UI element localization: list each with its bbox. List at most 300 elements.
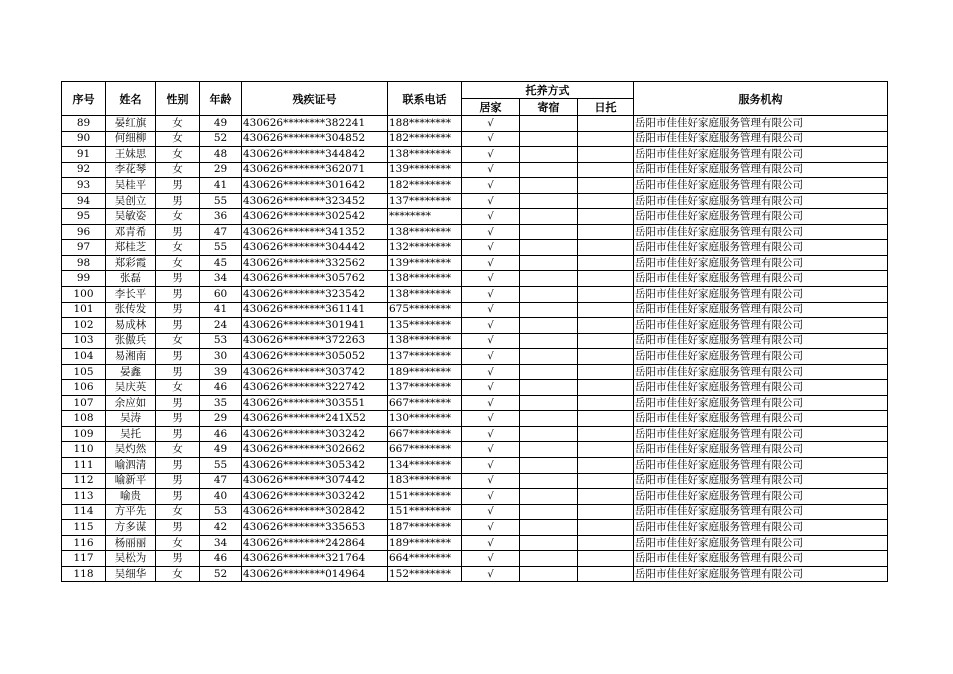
cell-seq: 107 — [62, 395, 106, 411]
cell-seq: 99 — [62, 271, 106, 287]
cell-gender: 女 — [156, 209, 200, 225]
cell-seq: 95 — [62, 209, 106, 225]
cell-org: 岳阳市佳佳好家庭服务管理有限公司 — [634, 504, 888, 520]
cell-boarding — [520, 520, 578, 536]
cell-gender: 女 — [156, 240, 200, 256]
cell-org: 岳阳市佳佳好家庭服务管理有限公司 — [634, 442, 888, 458]
care-roster-table — [61, 81, 888, 582]
cell-seq: 111 — [62, 458, 106, 474]
cell-org: 岳阳市佳佳好家庭服务管理有限公司 — [634, 271, 888, 287]
cell-cert: 430626********304442 — [242, 240, 388, 256]
cell-seq: 89 — [62, 116, 106, 132]
cell-gender: 男 — [156, 302, 200, 318]
cell-boarding — [520, 209, 578, 225]
cell-boarding — [520, 395, 578, 411]
table-header — [62, 82, 888, 116]
cell-home-check: √ — [462, 489, 520, 505]
cell-gender: 男 — [156, 551, 200, 567]
cell-day — [578, 318, 634, 334]
cell-age: 46 — [200, 380, 242, 396]
cell-age: 45 — [200, 255, 242, 271]
cell-org: 岳阳市佳佳好家庭服务管理有限公司 — [634, 255, 888, 271]
header-name: 姓名 — [106, 82, 156, 116]
cell-home-check: √ — [462, 271, 520, 287]
cell-cert: 430626********341352 — [242, 224, 388, 240]
cell-seq: 98 — [62, 255, 106, 271]
cell-seq: 109 — [62, 426, 106, 442]
cell-phone: 667******** — [388, 426, 462, 442]
header-org: 服务机构 — [634, 82, 888, 116]
cell-gender: 男 — [156, 520, 200, 536]
cell-gender: 女 — [156, 380, 200, 396]
cell-org: 岳阳市佳佳好家庭服务管理有限公司 — [634, 240, 888, 256]
cell-age: 40 — [200, 489, 242, 505]
cell-org: 岳阳市佳佳好家庭服务管理有限公司 — [634, 178, 888, 194]
cell-name: 张传发 — [106, 302, 156, 318]
cell-org: 岳阳市佳佳好家庭服务管理有限公司 — [634, 162, 888, 178]
cell-cert: 430626********303551 — [242, 395, 388, 411]
cell-cert: 430626********372263 — [242, 333, 388, 349]
cell-seq: 110 — [62, 442, 106, 458]
cell-home-check: √ — [462, 535, 520, 551]
cell-day — [578, 551, 634, 567]
table-row — [62, 318, 888, 334]
cell-day — [578, 271, 634, 287]
cell-gender: 女 — [156, 566, 200, 582]
table-row — [62, 520, 888, 536]
cell-name: 邓青希 — [106, 224, 156, 240]
cell-name: 吴庆英 — [106, 380, 156, 396]
cell-boarding — [520, 380, 578, 396]
cell-age: 36 — [200, 209, 242, 225]
cell-cert: 430626********014964 — [242, 566, 388, 582]
cell-cert: 430626********322742 — [242, 380, 388, 396]
cell-seq: 112 — [62, 473, 106, 489]
cell-gender: 女 — [156, 131, 200, 147]
cell-gender: 女 — [156, 162, 200, 178]
cell-phone: 137******** — [388, 193, 462, 209]
cell-day — [578, 162, 634, 178]
cell-boarding — [520, 318, 578, 334]
cell-phone: 151******** — [388, 504, 462, 520]
cell-age: 55 — [200, 458, 242, 474]
cell-name: 杨丽丽 — [106, 535, 156, 551]
cell-day — [578, 442, 634, 458]
cell-seq: 104 — [62, 349, 106, 365]
cell-cert: 430626********303742 — [242, 364, 388, 380]
cell-boarding — [520, 551, 578, 567]
cell-org: 岳阳市佳佳好家庭服务管理有限公司 — [634, 209, 888, 225]
cell-home-check: √ — [462, 116, 520, 132]
cell-phone: 137******** — [388, 380, 462, 396]
cell-home-check: √ — [462, 302, 520, 318]
cell-gender: 男 — [156, 271, 200, 287]
cell-phone: 152******** — [388, 566, 462, 582]
cell-age: 49 — [200, 116, 242, 132]
cell-boarding — [520, 162, 578, 178]
table-row — [62, 380, 888, 396]
header-cert: 残疾证号 — [242, 82, 388, 116]
cell-gender: 男 — [156, 224, 200, 240]
cell-phone: 187******** — [388, 520, 462, 536]
cell-gender: 男 — [156, 489, 200, 505]
cell-name: 易湘南 — [106, 349, 156, 365]
cell-name: 张磊 — [106, 271, 156, 287]
cell-seq: 103 — [62, 333, 106, 349]
cell-seq: 97 — [62, 240, 106, 256]
cell-gender: 女 — [156, 116, 200, 132]
cell-boarding — [520, 535, 578, 551]
table-row — [62, 473, 888, 489]
cell-gender: 男 — [156, 395, 200, 411]
cell-home-check: √ — [462, 380, 520, 396]
cell-phone: 135******** — [388, 318, 462, 334]
cell-phone: 189******** — [388, 364, 462, 380]
cell-age: 41 — [200, 302, 242, 318]
cell-home-check: √ — [462, 287, 520, 303]
cell-gender: 男 — [156, 364, 200, 380]
cell-home-check: √ — [462, 147, 520, 163]
cell-gender: 男 — [156, 318, 200, 334]
cell-org: 岳阳市佳佳好家庭服务管理有限公司 — [634, 131, 888, 147]
cell-org: 岳阳市佳佳好家庭服务管理有限公司 — [634, 380, 888, 396]
cell-org: 岳阳市佳佳好家庭服务管理有限公司 — [634, 395, 888, 411]
cell-phone: 183******** — [388, 473, 462, 489]
cell-org: 岳阳市佳佳好家庭服务管理有限公司 — [634, 116, 888, 132]
cell-name: 方多谋 — [106, 520, 156, 536]
table-row — [62, 178, 888, 194]
cell-org: 岳阳市佳佳好家庭服务管理有限公司 — [634, 411, 888, 427]
cell-boarding — [520, 411, 578, 427]
cell-age: 52 — [200, 566, 242, 582]
cell-day — [578, 566, 634, 582]
cell-gender: 女 — [156, 535, 200, 551]
cell-boarding — [520, 116, 578, 132]
table-row — [62, 302, 888, 318]
cell-org: 岳阳市佳佳好家庭服务管理有限公司 — [634, 551, 888, 567]
cell-boarding — [520, 271, 578, 287]
cell-name: 晏鑫 — [106, 364, 156, 380]
table-row — [62, 551, 888, 567]
cell-cert: 430626********301941 — [242, 318, 388, 334]
table-row — [62, 116, 888, 132]
cell-boarding — [520, 504, 578, 520]
cell-age: 35 — [200, 395, 242, 411]
cell-phone: 130******** — [388, 411, 462, 427]
cell-name: 张傲兵 — [106, 333, 156, 349]
cell-age: 42 — [200, 520, 242, 536]
table-row — [62, 287, 888, 303]
header-boarding: 寄宿 — [520, 99, 578, 116]
table-row — [62, 209, 888, 225]
cell-boarding — [520, 566, 578, 582]
cell-org: 岳阳市佳佳好家庭服务管理有限公司 — [634, 458, 888, 474]
cell-phone: 132******** — [388, 240, 462, 256]
cell-day — [578, 333, 634, 349]
cell-name: 喻贵 — [106, 489, 156, 505]
cell-boarding — [520, 458, 578, 474]
cell-home-check: √ — [462, 209, 520, 225]
cell-home-check: √ — [462, 131, 520, 147]
cell-boarding — [520, 489, 578, 505]
cell-phone: 664******** — [388, 551, 462, 567]
cell-name: 吴创立 — [106, 193, 156, 209]
cell-seq: 117 — [62, 551, 106, 567]
cell-age: 24 — [200, 318, 242, 334]
table-body — [62, 116, 888, 582]
cell-gender: 男 — [156, 426, 200, 442]
cell-org: 岳阳市佳佳好家庭服务管理有限公司 — [634, 193, 888, 209]
cell-age: 29 — [200, 411, 242, 427]
cell-seq: 102 — [62, 318, 106, 334]
cell-cert: 430626********382241 — [242, 116, 388, 132]
cell-seq: 94 — [62, 193, 106, 209]
cell-home-check: √ — [462, 333, 520, 349]
cell-boarding — [520, 147, 578, 163]
cell-name: 吴涛 — [106, 411, 156, 427]
cell-age: 55 — [200, 193, 242, 209]
table-row — [62, 364, 888, 380]
table-row — [62, 349, 888, 365]
cell-day — [578, 380, 634, 396]
cell-home-check: √ — [462, 255, 520, 271]
cell-seq: 115 — [62, 520, 106, 536]
cell-day — [578, 193, 634, 209]
cell-age: 46 — [200, 551, 242, 567]
cell-org: 岳阳市佳佳好家庭服务管理有限公司 — [634, 520, 888, 536]
cell-name: 晏红旗 — [106, 116, 156, 132]
cell-name: 吴桂平 — [106, 178, 156, 194]
header-seq: 序号 — [62, 82, 106, 116]
cell-org: 岳阳市佳佳好家庭服务管理有限公司 — [634, 473, 888, 489]
cell-day — [578, 411, 634, 427]
cell-home-check: √ — [462, 224, 520, 240]
cell-seq: 113 — [62, 489, 106, 505]
cell-day — [578, 302, 634, 318]
cell-cert: 430626********301642 — [242, 178, 388, 194]
cell-phone: 151******** — [388, 489, 462, 505]
cell-org: 岳阳市佳佳好家庭服务管理有限公司 — [634, 535, 888, 551]
cell-gender: 女 — [156, 504, 200, 520]
header-care-mode: 托养方式 — [462, 82, 634, 99]
cell-org: 岳阳市佳佳好家庭服务管理有限公司 — [634, 333, 888, 349]
cell-cert: 430626********362071 — [242, 162, 388, 178]
cell-name: 吴敏姿 — [106, 209, 156, 225]
cell-org: 岳阳市佳佳好家庭服务管理有限公司 — [634, 349, 888, 365]
cell-boarding — [520, 287, 578, 303]
cell-cert: 430626********303242 — [242, 489, 388, 505]
cell-org: 岳阳市佳佳好家庭服务管理有限公司 — [634, 224, 888, 240]
cell-age: 47 — [200, 473, 242, 489]
cell-cert: 430626********323542 — [242, 287, 388, 303]
cell-seq: 90 — [62, 131, 106, 147]
cell-day — [578, 255, 634, 271]
cell-age: 60 — [200, 287, 242, 303]
cell-boarding — [520, 364, 578, 380]
table-row — [62, 162, 888, 178]
cell-home-check: √ — [462, 395, 520, 411]
cell-day — [578, 131, 634, 147]
cell-home-check: √ — [462, 442, 520, 458]
cell-boarding — [520, 442, 578, 458]
cell-cert: 430626********304852 — [242, 131, 388, 147]
table-row — [62, 131, 888, 147]
cell-boarding — [520, 426, 578, 442]
cell-gender: 女 — [156, 442, 200, 458]
cell-seq: 114 — [62, 504, 106, 520]
cell-name: 吴细华 — [106, 566, 156, 582]
cell-gender: 男 — [156, 458, 200, 474]
cell-age: 53 — [200, 504, 242, 520]
table-row — [62, 333, 888, 349]
cell-org: 岳阳市佳佳好家庭服务管理有限公司 — [634, 318, 888, 334]
header-gender: 性别 — [156, 82, 200, 116]
cell-home-check: √ — [462, 426, 520, 442]
cell-phone: 138******** — [388, 147, 462, 163]
cell-name: 方平先 — [106, 504, 156, 520]
cell-boarding — [520, 333, 578, 349]
cell-day — [578, 147, 634, 163]
cell-home-check: √ — [462, 458, 520, 474]
cell-seq: 106 — [62, 380, 106, 396]
cell-cert: 430626********305342 — [242, 458, 388, 474]
cell-boarding — [520, 349, 578, 365]
table-row — [62, 255, 888, 271]
cell-age: 47 — [200, 224, 242, 240]
cell-boarding — [520, 178, 578, 194]
header-home: 居家 — [462, 99, 520, 116]
cell-name: 郑桂芝 — [106, 240, 156, 256]
cell-gender: 男 — [156, 178, 200, 194]
cell-day — [578, 535, 634, 551]
cell-age: 48 — [200, 147, 242, 163]
cell-day — [578, 349, 634, 365]
cell-phone: 675******** — [388, 302, 462, 318]
cell-day — [578, 473, 634, 489]
cell-home-check: √ — [462, 473, 520, 489]
cell-phone: ******** — [388, 209, 462, 225]
cell-phone: 188******** — [388, 116, 462, 132]
cell-cert: 430626********335653 — [242, 520, 388, 536]
cell-age: 55 — [200, 240, 242, 256]
cell-org: 岳阳市佳佳好家庭服务管理有限公司 — [634, 426, 888, 442]
header-day: 日托 — [578, 99, 634, 116]
cell-home-check: √ — [462, 240, 520, 256]
cell-gender: 男 — [156, 473, 200, 489]
cell-home-check: √ — [462, 551, 520, 567]
cell-org: 岳阳市佳佳好家庭服务管理有限公司 — [634, 287, 888, 303]
cell-name: 李长平 — [106, 287, 156, 303]
cell-day — [578, 116, 634, 132]
cell-home-check: √ — [462, 504, 520, 520]
cell-name: 余应如 — [106, 395, 156, 411]
table-row — [62, 426, 888, 442]
cell-day — [578, 209, 634, 225]
cell-cert: 430626********302662 — [242, 442, 388, 458]
cell-cert: 430626********344842 — [242, 147, 388, 163]
cell-cert: 430626********332562 — [242, 255, 388, 271]
cell-seq: 101 — [62, 302, 106, 318]
cell-home-check: √ — [462, 566, 520, 582]
cell-home-check: √ — [462, 318, 520, 334]
cell-cert: 430626********302542 — [242, 209, 388, 225]
cell-seq: 91 — [62, 147, 106, 163]
cell-day — [578, 287, 634, 303]
cell-cert: 430626********361141 — [242, 302, 388, 318]
cell-name: 何细柳 — [106, 131, 156, 147]
cell-phone: 182******** — [388, 131, 462, 147]
cell-age: 30 — [200, 349, 242, 365]
table-row — [62, 147, 888, 163]
cell-phone: 138******** — [388, 287, 462, 303]
cell-phone: 139******** — [388, 255, 462, 271]
cell-org: 岳阳市佳佳好家庭服务管理有限公司 — [634, 302, 888, 318]
table-row — [62, 271, 888, 287]
cell-boarding — [520, 224, 578, 240]
cell-cert: 430626********303242 — [242, 426, 388, 442]
cell-phone: 138******** — [388, 271, 462, 287]
cell-home-check: √ — [462, 162, 520, 178]
cell-home-check: √ — [462, 178, 520, 194]
cell-cert: 430626********307442 — [242, 473, 388, 489]
table-row — [62, 240, 888, 256]
cell-day — [578, 520, 634, 536]
cell-boarding — [520, 131, 578, 147]
cell-cert: 430626********305762 — [242, 271, 388, 287]
cell-gender: 女 — [156, 255, 200, 271]
table-row — [62, 535, 888, 551]
cell-day — [578, 224, 634, 240]
cell-name: 喻新平 — [106, 473, 156, 489]
cell-gender: 男 — [156, 287, 200, 303]
cell-home-check: √ — [462, 364, 520, 380]
cell-boarding — [520, 302, 578, 318]
cell-gender: 男 — [156, 193, 200, 209]
cell-age: 52 — [200, 131, 242, 147]
cell-org: 岳阳市佳佳好家庭服务管理有限公司 — [634, 147, 888, 163]
header-phone: 联系电话 — [388, 82, 462, 116]
cell-phone: 139******** — [388, 162, 462, 178]
cell-name: 郑彩霞 — [106, 255, 156, 271]
table-row — [62, 193, 888, 209]
cell-day — [578, 426, 634, 442]
cell-org: 岳阳市佳佳好家庭服务管理有限公司 — [634, 489, 888, 505]
cell-phone: 134******** — [388, 458, 462, 474]
cell-name: 王妹思 — [106, 147, 156, 163]
cell-phone: 138******** — [388, 333, 462, 349]
table-row — [62, 442, 888, 458]
cell-phone: 189******** — [388, 535, 462, 551]
cell-name: 吴松为 — [106, 551, 156, 567]
header-age: 年龄 — [200, 82, 242, 116]
cell-age: 39 — [200, 364, 242, 380]
cell-phone: 137******** — [388, 349, 462, 365]
table-row — [62, 458, 888, 474]
table-row — [62, 395, 888, 411]
cell-boarding — [520, 473, 578, 489]
cell-seq: 118 — [62, 566, 106, 582]
cell-boarding — [520, 193, 578, 209]
cell-day — [578, 504, 634, 520]
cell-age: 29 — [200, 162, 242, 178]
cell-seq: 93 — [62, 178, 106, 194]
cell-age: 34 — [200, 271, 242, 287]
cell-age: 46 — [200, 426, 242, 442]
cell-phone: 138******** — [388, 224, 462, 240]
cell-gender: 男 — [156, 349, 200, 365]
table-row — [62, 504, 888, 520]
cell-day — [578, 178, 634, 194]
